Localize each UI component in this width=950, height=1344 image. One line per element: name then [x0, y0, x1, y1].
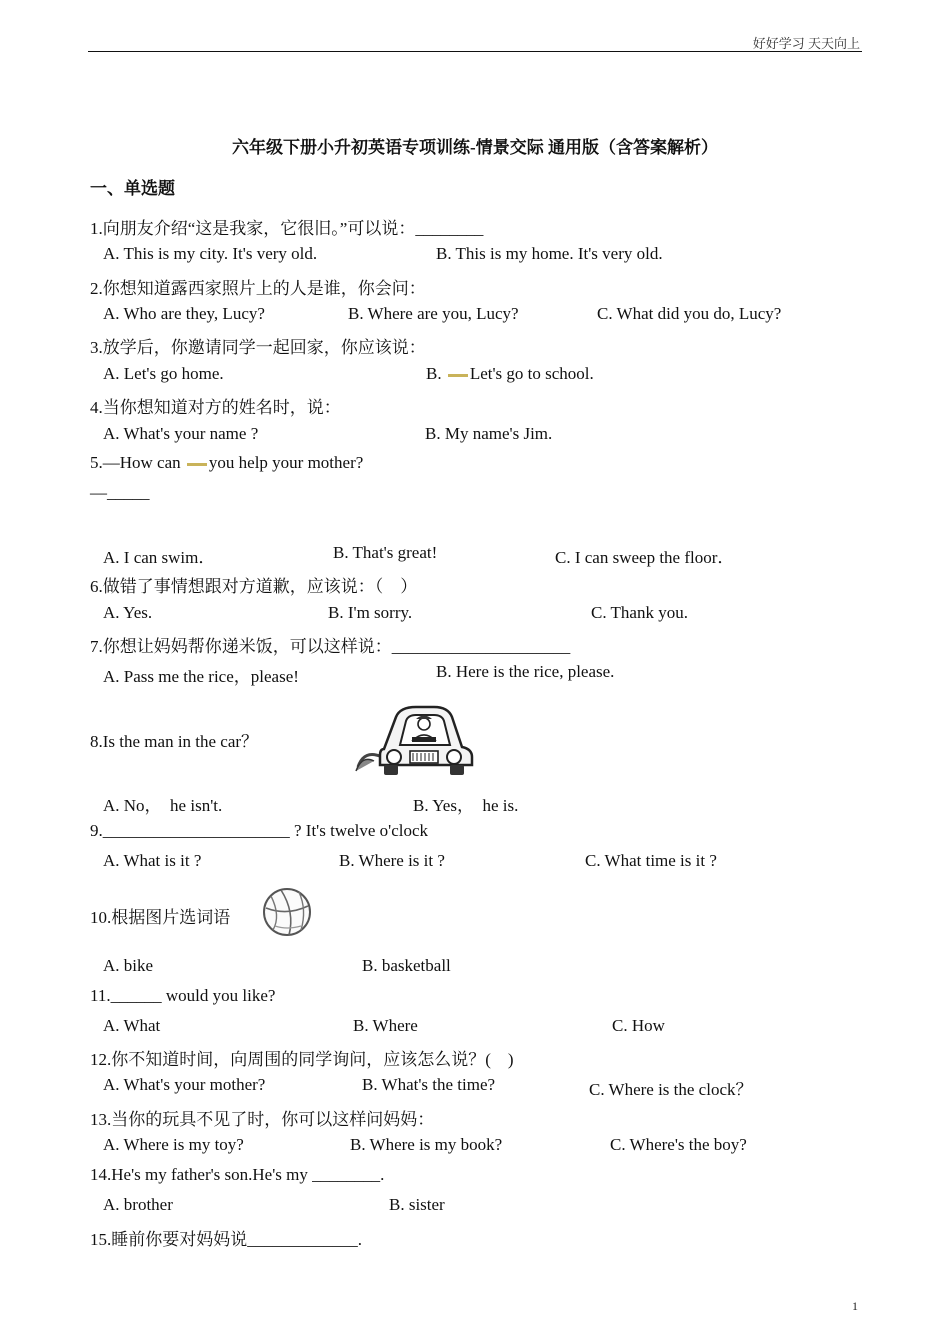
question-stem: 1.向朋友介绍“这是我家，它很旧。”可以说：________ — [90, 219, 484, 238]
option-b: B. What's the time? — [362, 1075, 496, 1094]
option-b: B. My name's Jim. — [425, 424, 553, 443]
option-c: C. I can sweep the floor． — [555, 548, 735, 567]
option-a: A. What — [103, 1016, 161, 1035]
page-number: 1 — [852, 1299, 858, 1313]
option-b: B. Yes， he is. — [413, 796, 519, 815]
header-divider — [88, 51, 862, 52]
question-stem: 8.Is the man in the car？ — [90, 732, 259, 751]
option-a: A. Yes. — [103, 603, 153, 622]
option-b: B. Here is the rice, please. — [436, 662, 615, 681]
header-motto: 好好学习 天天向上 — [752, 36, 860, 51]
question-stem: 6.做错了事情想跟对方道歉，应该说：（ ） — [90, 577, 418, 596]
option-c: C. Thank you. — [591, 603, 688, 622]
option-c: C. How — [612, 1016, 665, 1035]
question-stem: 10.根据图片选词语 — [90, 908, 231, 927]
option-a: A. No， he isn't. — [103, 796, 223, 815]
option-a: A. bike — [103, 956, 154, 975]
option-b: B. This is my home. It's very old. — [436, 244, 663, 263]
option-a: A. Where is my toy? — [103, 1135, 244, 1154]
option-b: B. Where is my book? — [350, 1135, 503, 1154]
option-b: B. That's great! — [333, 543, 438, 562]
option-c: C. Where is the clock？ — [589, 1080, 753, 1099]
question-stem: 13.当你的玩具不见了时，你可以这样问妈妈： — [90, 1110, 435, 1129]
option-b: B. Where is it ? — [339, 851, 445, 870]
option-b: B. basketball — [362, 956, 451, 975]
section-heading: 一、单选题 — [90, 179, 175, 198]
option-a: A. Let's go home. — [103, 364, 224, 383]
option-b: B. Where are you, Lucy? — [348, 304, 519, 323]
option-b: B. I'm sorry. — [328, 603, 413, 622]
highlight-mark — [448, 374, 468, 377]
car-with-driver-image — [354, 697, 480, 777]
option-a: A. I can swim． — [103, 548, 216, 567]
question-stem: 12.你不知道时间，向周围的同学询问，应该怎么说？( ) — [90, 1050, 514, 1069]
option-a: A. brother — [103, 1195, 173, 1214]
question-stem: 4.当你想知道对方的姓名时，说： — [90, 398, 341, 417]
option-text: Let's go to school. — [469, 364, 594, 383]
option-b: B. Where — [353, 1016, 418, 1035]
document-title: 六年级下册小升初英语专项训练-情景交际 通用版（含答案解析） — [232, 138, 718, 157]
question-stem-part: you help your mother? — [208, 453, 364, 472]
option-c: C. What time is it ? — [585, 851, 717, 870]
option-a: A. Pass me the rice，please! — [103, 667, 299, 686]
option-a: A. What's your name ? — [103, 424, 259, 443]
question-stem-part: 5.—How can — [90, 453, 185, 472]
question-stem: 3.放学后，你邀请同学一起回家，你应该说： — [90, 338, 426, 357]
option-c: C. What did you do, Lucy? — [597, 304, 782, 323]
option-b: B. sister — [389, 1195, 445, 1214]
question-stem: 11.______ would you like? — [90, 986, 276, 1005]
basketball-image — [261, 886, 313, 938]
highlight-mark — [187, 463, 207, 466]
option-c: C. Where's the boy? — [610, 1135, 747, 1154]
question-stem: 14.He's my father's son.He's my ________. — [90, 1165, 385, 1184]
option-a: A. What's your mother? — [103, 1075, 266, 1094]
question-stem: 15.睡前你要对妈妈说_____________. — [90, 1230, 362, 1249]
option-label: B. — [426, 364, 446, 383]
option-a: A. Who are they, Lucy? — [103, 304, 265, 323]
option-a: A. What is it ? — [103, 851, 202, 870]
question-stem — [90, 453, 363, 473]
answer-line: —_____ — [90, 483, 150, 502]
question-stem: 9.______________________ ? It's twelve o'clock — [90, 821, 429, 840]
option-b — [426, 364, 594, 384]
question-stem: 7.你想让妈妈帮你递米饭，可以这样说：_____________________ — [90, 637, 571, 656]
option-a: A. This is my city. It's very old. — [103, 244, 318, 263]
question-stem: 2.你想知道露西家照片上的人是谁，你会问： — [90, 279, 426, 298]
